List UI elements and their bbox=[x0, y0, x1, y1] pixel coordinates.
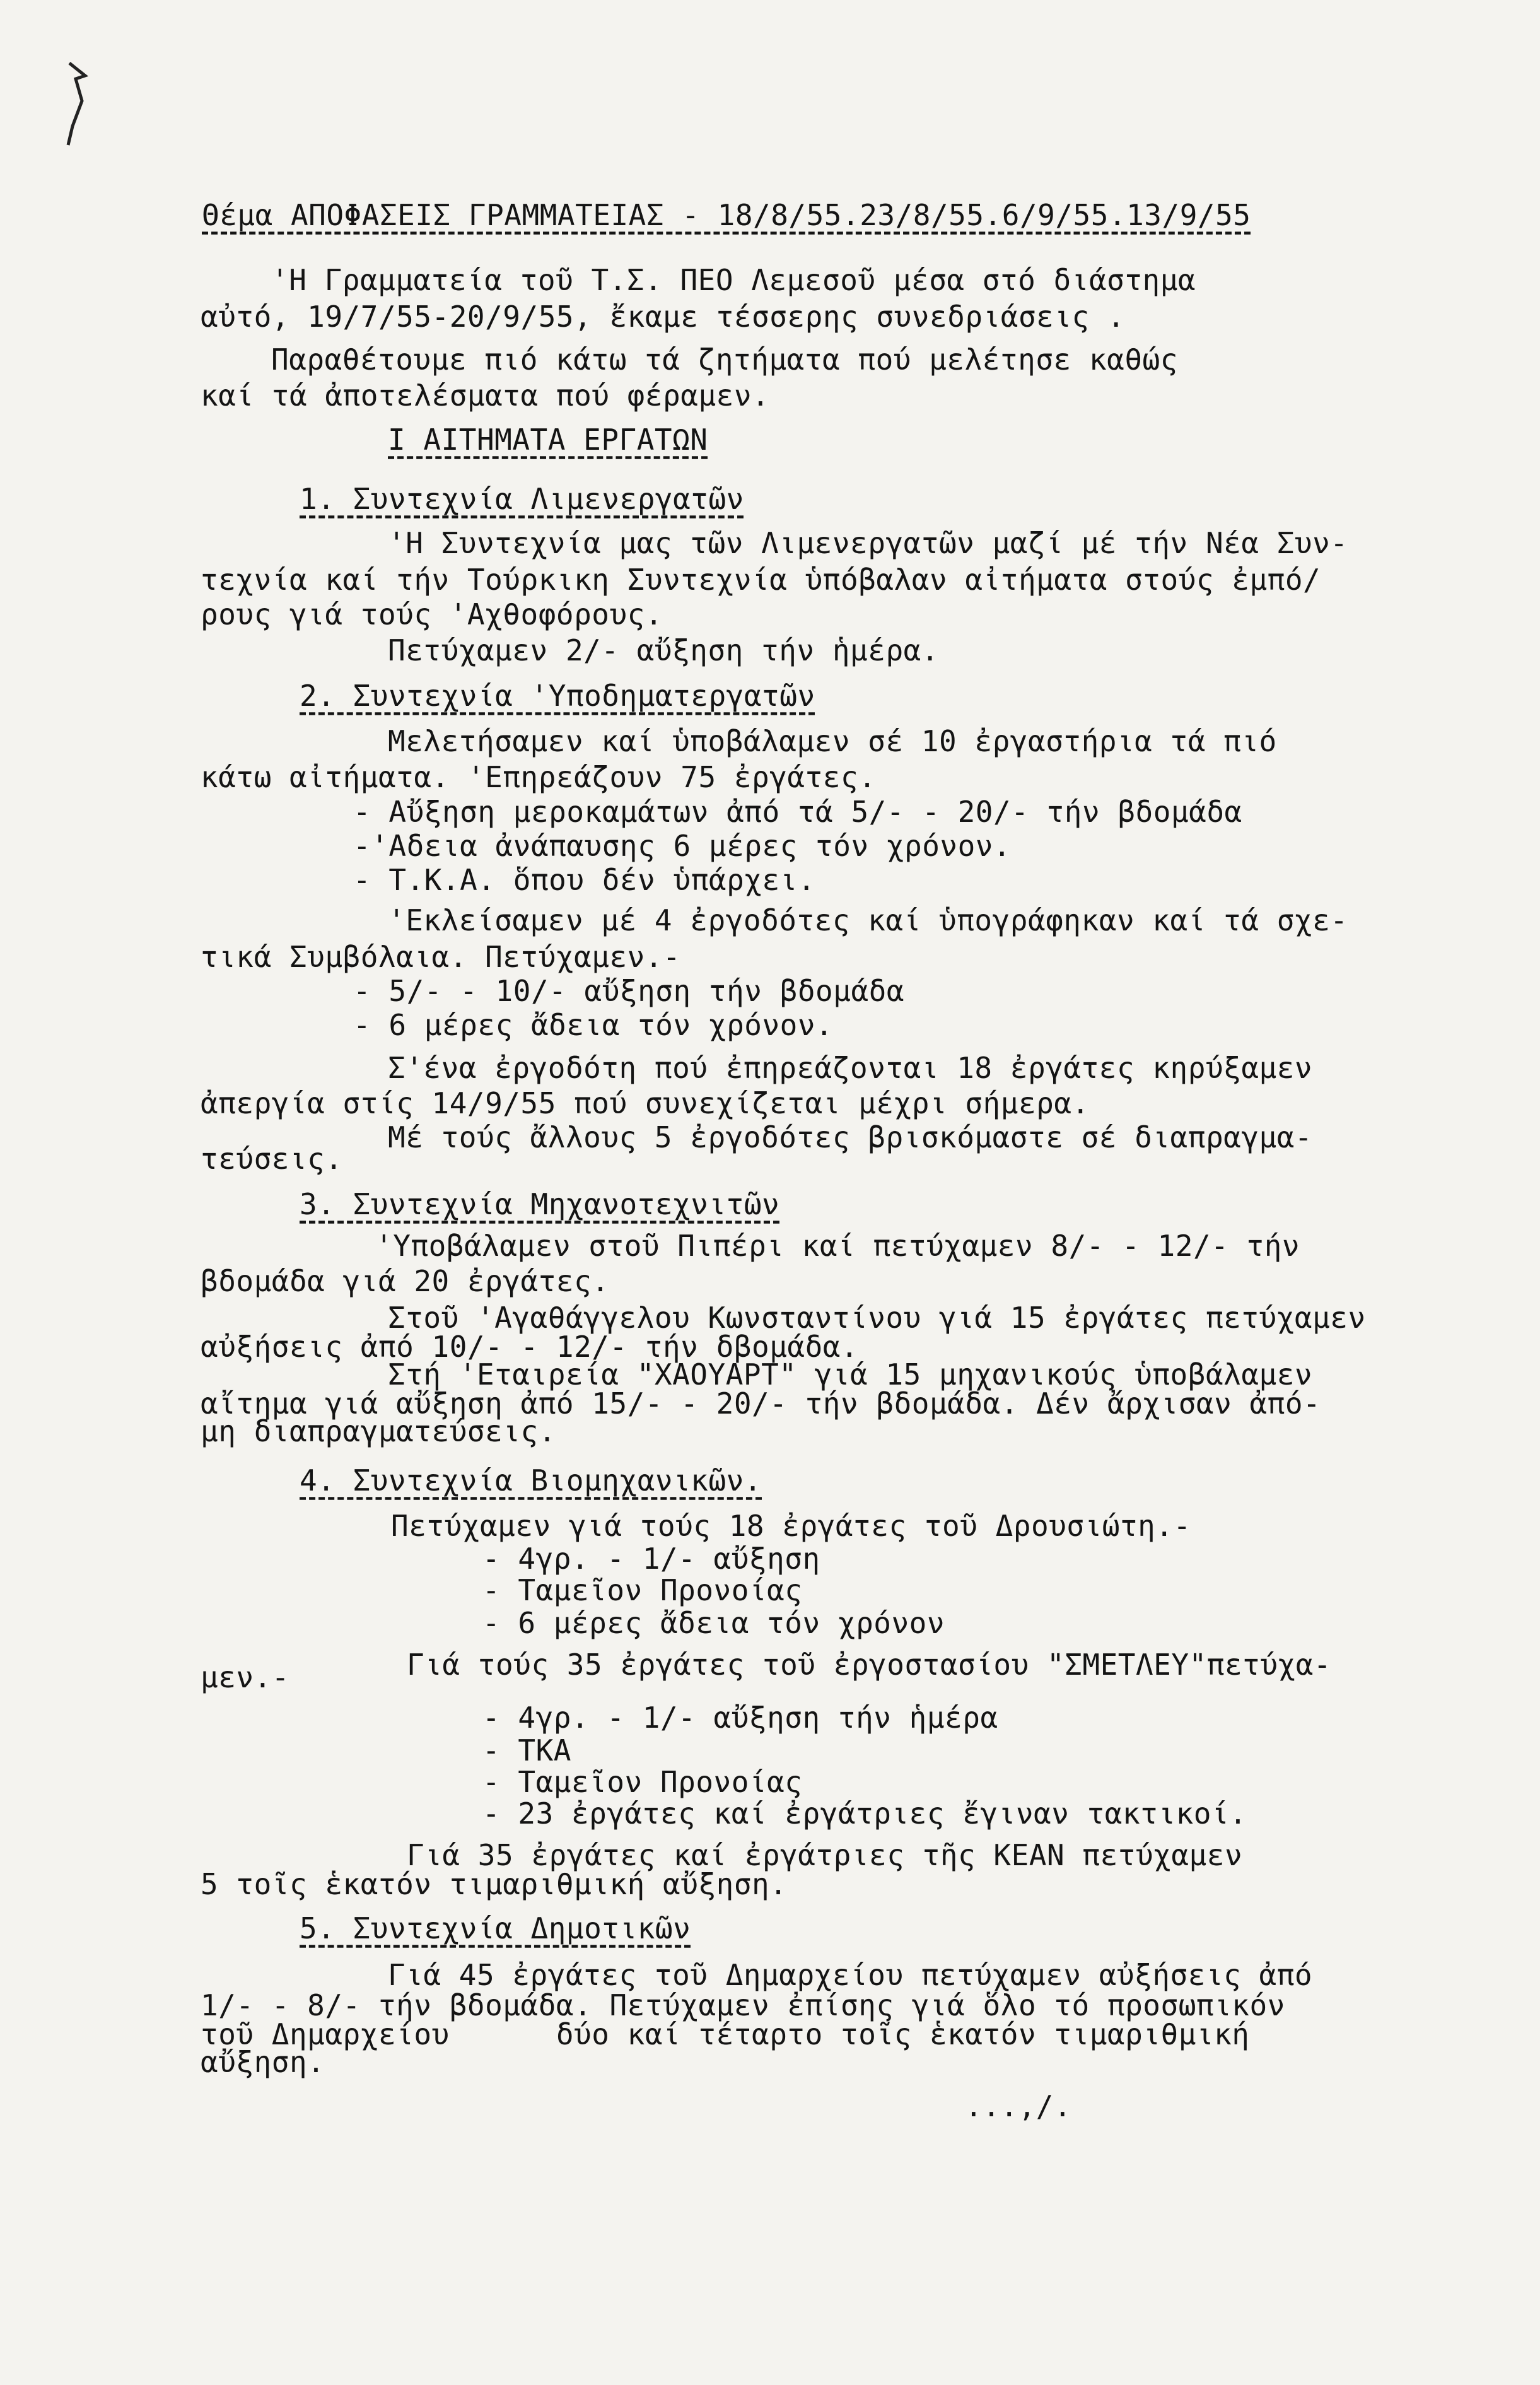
s2-line-7: τικά Συμβόλαια. Πετύχαμεν.- bbox=[201, 940, 681, 974]
s3-line-4: αὐξήσεις ἀπό 10/- - 12/- τήν δβομάδα. bbox=[201, 1330, 859, 1364]
s1-line-3: ρους γιά τούς 'Αχθοφόρους. bbox=[201, 597, 663, 631]
s1-line-4: Πετύχαμεν 2/- αὔξηση τήν ἡμέρα. bbox=[388, 633, 940, 667]
intro-line-3: Παραθέτουμε πιό κάτω τά ζητήματα πού μελέτησε καθώς bbox=[271, 343, 1178, 377]
s1-line-1: 'Η Συντεχνία μας τῶν Λιμενεργατῶν μαζί μέ τήν Νέα Συν- bbox=[388, 526, 1348, 560]
corner-mark-icon bbox=[57, 57, 95, 151]
intro-line-2: αὐτό, 19/7/55-20/9/55, ἔκαμε τέσσερης συνεδριάσεις . bbox=[201, 300, 1126, 334]
s2-line-5: - Τ.Κ.Α. ὅπου δέν ὑπάρχει. bbox=[353, 863, 816, 897]
s4-line-6: μεν.- bbox=[201, 1660, 289, 1694]
s4-line-3: - Ταμεῖον Προνοίας bbox=[482, 1573, 803, 1607]
s4-line-1: Πετύχαμεν γιά τούς 18 ἐργάτες τοῦ Δρουσιώτη.- bbox=[391, 1509, 1191, 1543]
document-subject: Θέμα ΑΠΟΦΑΣΕΙΣ ΓΡΑΜΜΑΤΕΙΑΣ - 18/8/55.23/8/55.6/9/55.13/9/55 bbox=[202, 198, 1251, 232]
s1-line-2: τεχνία καί τήν Τούρκικη Συντεχνία ὑπόβαλαν αἰτήματα στούς ἐμπό/ bbox=[201, 563, 1321, 597]
s4-line-12: 5 τοῖς ἑκατόν τιμαριθμική αὔξηση. bbox=[201, 1867, 788, 1901]
intro-line-1: 'Η Γραμματεία τοῦ Τ.Σ. ΠΕΟ Λεμεσοῦ μέσα στό διάστημα bbox=[271, 263, 1196, 297]
s5-line-2: 1/- - 8/- τήν βδομάδα. Πετύχαμεν ἐπίσης γιά ὅλο τό προσωπικόν bbox=[201, 1988, 1285, 2022]
s4-line-4: - 6 μέρες ἄδεια τόν χρόνον bbox=[482, 1606, 945, 1640]
s4-line-8: - ΤΚΑ bbox=[482, 1733, 571, 1767]
s2-line-2: κάτω αἰτήματα. 'Επηρεάζουν 75 ἐργάτες. bbox=[201, 760, 877, 794]
s5-line-4: αὔξηση. bbox=[201, 2045, 325, 2079]
s2-line-1: Μελετήσαμεν καί ὑποβάλαμεν σέ 10 ἐργαστήρια τά πιό bbox=[388, 724, 1277, 758]
s3-line-3: Στοῦ 'Αγαθάγγελου Κωνσταντίνου γιά 15 ἐργάτες πετύχαμεν bbox=[388, 1301, 1366, 1335]
s4-line-5: Γιά τούς 35 ἐργάτες τοῦ ἐργοστασίου "ΣΜΕΤΛΕΥ"πετύχα- bbox=[407, 1648, 1332, 1682]
section-3-title: 3. Συντεχνία Μηχανοτεχνιτῶν bbox=[300, 1187, 780, 1221]
s3-line-5: Στή 'Εταιρεία "ΧΑΟΥΑΡΤ" γιά 15 μηχανικούς ὑποβάλαμεν bbox=[388, 1357, 1313, 1392]
s3-line-6: αἴτημα γιά αὔξηση ἀπό 15/- - 20/- τήν βδομάδα. Δέν ἄρχισαν ἀπό- bbox=[201, 1386, 1321, 1421]
intro-line-4: καί τά ἀποτελέσματα πού φέραμεν. bbox=[201, 378, 770, 413]
part-title: I ΑΙΤΗΜΑΤΑ ΕΡΓΑΤΩΝ bbox=[388, 423, 708, 457]
s2-line-9: - 6 μέρες ἄδεια τόν χρόνον. bbox=[353, 1008, 834, 1042]
s4-line-7: - 4γρ. - 1/- αὔξηση τήν ἡμέρα bbox=[482, 1701, 998, 1735]
s2-line-6: 'Εκλείσαμεν μέ 4 ἐργοδότες καί ὑπογράφηκαν καί τά σχε- bbox=[388, 903, 1348, 937]
continuation-mark: ...,/. bbox=[965, 2089, 1072, 2123]
s3-line-2: βδομάδα γιά 20 ἐργάτες. bbox=[201, 1264, 610, 1298]
s2-line-11: ἀπεργία στίς 14/9/55 πού συνεχίζεται μέχρι σήμερα. bbox=[201, 1086, 1090, 1120]
s2-line-4: -'Αδεια ἀνάπαυσης 6 μέρες τόν χρόνον. bbox=[353, 829, 1012, 863]
s5-line-3: τοῦ Δημαρχείου δύο καί τέταρτο τοῖς ἑκατόν τιμαριθμική bbox=[201, 2017, 1250, 2051]
s4-line-9: - Ταμεῖον Προνοίας bbox=[482, 1765, 803, 1799]
s4-line-10: - 23 ἐργάτες καί ἐργάτριες ἔγιναν τακτικοί. bbox=[482, 1796, 1247, 1831]
s2-line-12: Μέ τούς ἄλλους 5 ἐργοδότες βρισκόμαστε σέ διαπραγμα- bbox=[388, 1120, 1313, 1154]
s3-line-1: 'Υποβάλαμεν στοῦ Πιπέρι καί πετύχαμεν 8/- - 12/- τήν bbox=[375, 1229, 1300, 1263]
s2-line-3: - Αὔξηση μεροκαμάτων ἀπό τά 5/- - 20/- τήν βδομάδα bbox=[353, 795, 1242, 829]
section-5-title: 5. Συντεχνία Δημοτικῶν bbox=[300, 1911, 691, 1945]
s2-line-13: τεύσεις. bbox=[201, 1142, 343, 1176]
section-1-title: 1. Συντεχνία Λιμενεργατῶν bbox=[300, 482, 744, 516]
s4-line-2: - 4γρ. - 1/- αὔξηση bbox=[482, 1542, 820, 1576]
s3-line-7: μη διαπραγματεύσεις. bbox=[201, 1414, 556, 1448]
s2-line-8: - 5/- - 10/- αὔξηση τήν βδομάδα bbox=[353, 974, 905, 1008]
s2-line-10: Σ'ένα ἐργοδότη πού ἐπηρεάζονται 18 ἐργάτες κηρύξαμεν bbox=[388, 1051, 1313, 1085]
s5-line-1: Γιά 45 ἐργάτες τοῦ Δημαρχείου πετύχαμεν αὐξήσεις ἀπό bbox=[388, 1958, 1313, 1992]
section-2-title: 2. Συντεχνία 'Υποδηματεργατῶν bbox=[300, 679, 815, 713]
section-4-title: 4. Συντεχνία Βιομηχανικῶν. bbox=[300, 1463, 762, 1497]
s4-line-11: Γιά 35 ἐργάτες καί ἐργάτριες τῆς ΚΕΑΝ πετύχαμεν bbox=[407, 1838, 1243, 1872]
